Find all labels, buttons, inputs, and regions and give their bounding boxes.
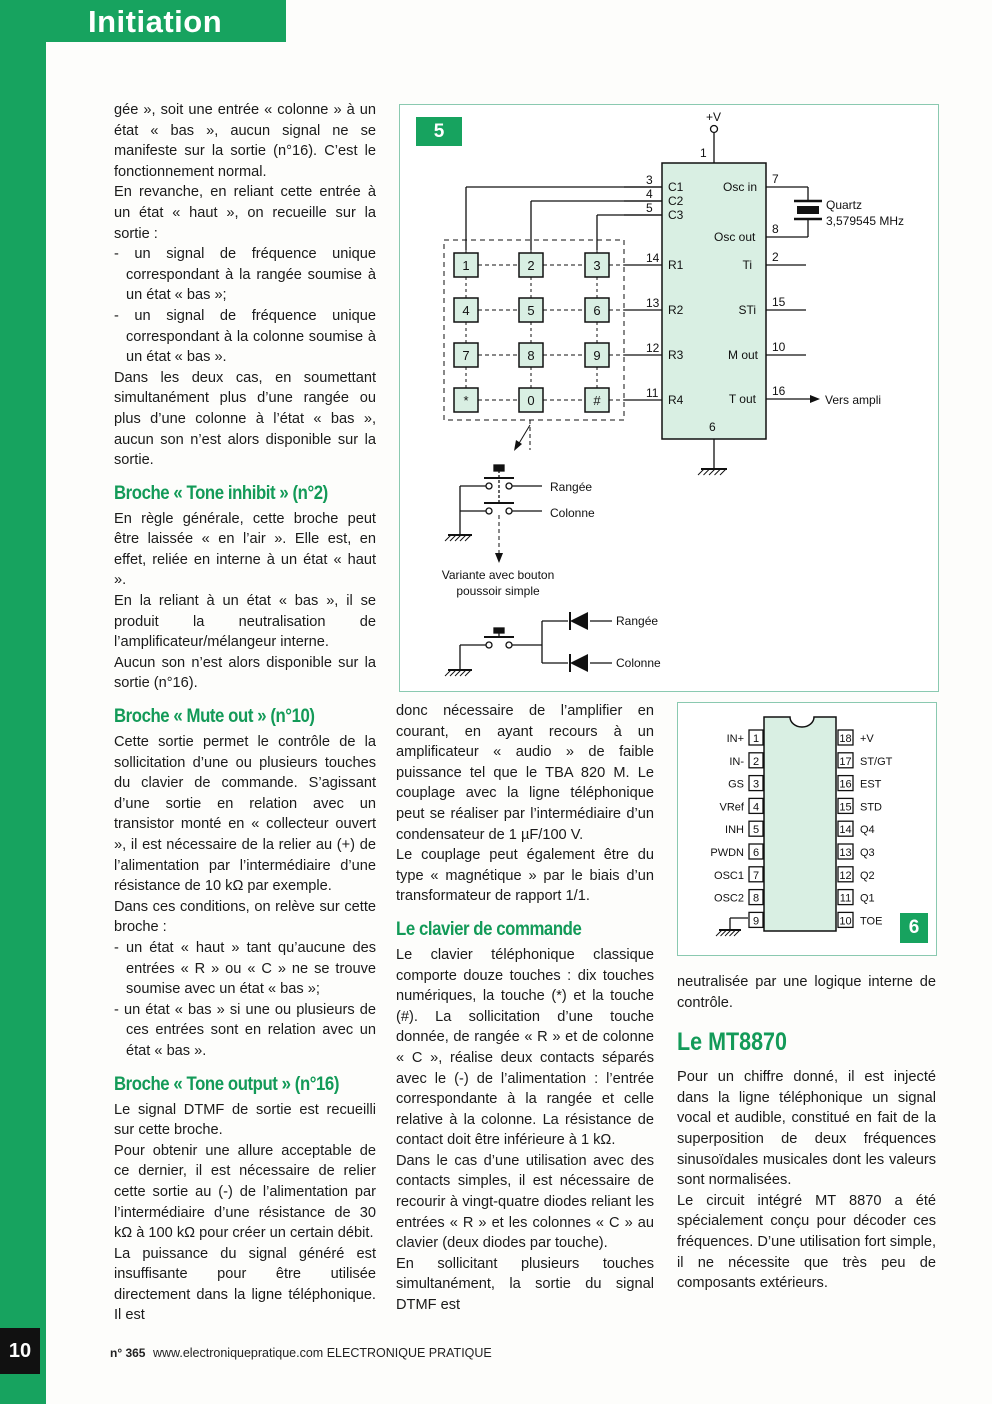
- keypad-key-label: #: [593, 393, 601, 408]
- variant-caption-line1: Variante avec bouton: [441, 568, 555, 582]
- paragraph: Aucun son n’est alors disponible sur la sortie (n°16).: [114, 654, 376, 692]
- figure-badge: 6: [900, 913, 928, 943]
- paragraph: Cette sortie permet le contrôle de la sollicitation d’une ou plusieurs touches du clavier de commande. S’agissant d’une sortie en relation avec un transistor monté en « collecteur ouvert », il est nécessaire de la relier au (+) de l’alimentation par l’intermédiaire d’une résistance de 10 kΩ par exemple.: [114, 734, 376, 895]
- pin-number: 9: [752, 915, 760, 928]
- pin-name: +V: [860, 733, 874, 745]
- section-heading-tone-inhibit: Broche « Tone inhibit » (n°2): [114, 481, 328, 504]
- text-column-2: [396, 701, 654, 1316]
- pin-number: 10: [772, 340, 786, 354]
- paragraph: donc nécessaire de l’amplifier en courant, en ayant recours à un amplificateur « audio » de faible puissance tel que le TBA 820 M. Le couplage avec la ligne téléphonique peut se réaliser par l’intermédiaire d’un condensateur de 1 µF/100 V.: [396, 703, 654, 843]
- paragraph: Dans les deux cas, en soumettant simultanément plus d’une rangée ou plus d’une colonne à l’état « bas », aucun son n’est alors disponible sur la sortie.: [114, 369, 376, 469]
- pin-number: 2: [772, 250, 779, 264]
- footer-url[interactable]: www.electroniquepratique.com: [152, 1346, 324, 1360]
- footer-magazine: ELECTRONIQUE PRATIQUE: [326, 1346, 492, 1360]
- pin-number: 3: [646, 173, 653, 187]
- keypad-key-label: 2: [527, 258, 535, 273]
- keypad-key-label: 4: [462, 303, 470, 318]
- ic-left-pins: [710, 730, 763, 927]
- pin-number: 1: [752, 733, 760, 745]
- pin-number: 16: [839, 778, 852, 791]
- pin-number: 2: [752, 755, 760, 768]
- list-item: - un état « bas » si une ou plusieurs de ces entrées sont en relation avec un état « bas ».: [114, 1001, 376, 1059]
- pin-number: 12: [646, 341, 660, 355]
- ic-right-pins: [838, 730, 893, 927]
- figure-6-mt8870-pinout: [677, 702, 937, 956]
- schematic-drawing: [400, 105, 938, 691]
- pin-number: 11: [839, 892, 852, 905]
- paragraph: En règle générale, cette broche peut être laissée « en l’air ». Elle est, en effet, reliée en interne à un état « haut ».: [114, 510, 376, 589]
- pin-name: TOE: [860, 915, 883, 928]
- pin-number: 16: [772, 384, 786, 398]
- pin-name: GS: [728, 778, 744, 791]
- keypad-key-label: 8: [527, 348, 535, 363]
- chip-pin-label: C1: [668, 180, 684, 194]
- chip-pin-label: R4: [668, 393, 684, 407]
- pin-number: 6: [709, 420, 716, 434]
- keypad-key-label: 6: [593, 303, 601, 318]
- pin-number: 4: [646, 187, 653, 201]
- paragraph: Pour obtenir une allure acceptable de ce dernier, il est nécessaire de relier cette sortie au (-) de l’alimentation par l’intermédiaire d’une résistance de 30 kΩ à 100 kΩ pour créer un certain débit.: [114, 1142, 376, 1242]
- pin-number: 14: [839, 824, 852, 837]
- list-item: - un signal de fréquence unique correspondant à la colonne soumise à un état « bas ».: [114, 307, 376, 366]
- ground-symbol: [445, 670, 472, 676]
- text-column-1: [114, 100, 376, 1326]
- pin-name: PWDN: [710, 847, 744, 859]
- section-heading-clavier: Le clavier de commande: [396, 917, 582, 940]
- text-column-3: [677, 972, 936, 1294]
- paragraph: Le clavier téléphonique classique comporte douze touches : dix touches numériques, la touche (*) et la touche (#). La sollicitation d’une touche donnée, de rangée « R » et de colonne « C », réalise deux contacts séparés avec le (-) de l’alimentation : l’entrée correspondante à la rangée et celle relative à la colonne. La résistance de contact doit être inférieure à 1 kΩ.: [396, 946, 654, 1149]
- osc-in-label: Osc in: [723, 180, 758, 194]
- pin-name: ST/GT: [860, 755, 893, 768]
- pin-name: INH: [725, 824, 744, 837]
- pin-number: 8: [752, 892, 760, 905]
- pin-number: 18: [839, 733, 852, 745]
- pin-number: 3: [752, 778, 760, 791]
- chip-pin-label: Ti: [742, 258, 752, 272]
- issue-number: n° 365: [110, 1346, 146, 1360]
- diode-symbol: [570, 654, 588, 672]
- chip-pin-label: R3: [668, 348, 684, 362]
- pin-name: STD: [860, 801, 882, 814]
- keypad-key-label: 7: [462, 348, 470, 363]
- pin-name: EST: [860, 778, 882, 791]
- pin-number: 13: [839, 847, 852, 859]
- chip-pin-label: R2: [668, 303, 684, 317]
- chip-pin-label: M out: [727, 348, 758, 362]
- paragraph: gée », soit une entrée « colonne » à un état « bas », aucun signal ne se manifeste sur la sortie (n°16). C’est le fonctionnement normal.: [114, 102, 376, 180]
- list-item: - un signal de fréquence unique correspondant à la rangée soumise à un état « bas »;: [114, 246, 376, 304]
- quartz-label: Quartz: [826, 198, 863, 212]
- pin-number: 17: [839, 755, 852, 768]
- chip-pin-label: T out: [728, 392, 756, 406]
- output-label: Vers ampli: [825, 393, 882, 407]
- pin-name: IN-: [729, 755, 744, 768]
- keypad-key-label: *: [463, 393, 469, 408]
- pin-name: IN+: [726, 733, 744, 745]
- row-diode-label: Rangée: [616, 614, 659, 628]
- paragraph: Dans ces conditions, on relève sur cette broche :: [114, 898, 376, 936]
- variant-caption-line2: poussoir simple: [456, 584, 540, 598]
- paragraph: Le couplage peut également être du type « magnétique » par le biais d’un transformateur de rapport 1/1.: [396, 847, 654, 905]
- keypad-key-label: 9: [593, 348, 601, 363]
- pin-name: Q3: [860, 847, 875, 859]
- keypad-key-label: 1: [462, 258, 470, 273]
- pin-name: OSC2: [714, 892, 744, 905]
- pin-number: 8: [772, 222, 779, 236]
- chip-pin-label: R1: [668, 258, 684, 272]
- pin-number: 15: [839, 801, 852, 814]
- chip-pin-label: C2: [668, 194, 684, 208]
- paragraph: Dans le cas d’une utilisation avec des contacts simples, il est nécessaire de recourir à vingt-quatre diodes reliant les entrées « R » et les colonnes « C » au clavier (deux diodes par touche).: [396, 1152, 654, 1252]
- paragraph: La puissance du signal généré est insuffisante pour être utilisée directement dans la ligne téléphonique. Il est: [114, 1245, 376, 1324]
- supply-label: +V: [706, 110, 722, 124]
- pin-name: Q1: [860, 892, 875, 905]
- paragraph: En sollicitant plusieurs touches simultanément, la sortie du signal DTMF est: [396, 1255, 654, 1314]
- quartz-crystal: [794, 187, 822, 237]
- pin-number: 13: [646, 296, 660, 310]
- ic-body: [764, 717, 836, 931]
- pin-name: Q2: [860, 869, 875, 882]
- diode-symbol: [570, 612, 588, 630]
- pin-number: 5: [646, 201, 653, 215]
- pin-number: 4: [752, 801, 760, 814]
- paragraph: Pour un chiffre donné, il est injecté dans la ligne téléphonique un signal vocal et audible, constitué en fait de la superposition de deux fréquences sinusoïdales musicales dont les valeurs sont normalisées.: [677, 1069, 936, 1189]
- figure-5-schematic: [399, 104, 939, 692]
- keypad: [454, 187, 662, 412]
- chip-pin-label: C3: [668, 208, 684, 222]
- paragraph: neutralisée par une logique interne de contrôle.: [677, 974, 936, 1011]
- ground-symbol: [698, 469, 727, 475]
- list-item: - un état « haut » tant qu’aucune des entrées « R » ou « C » ne se trouve soumise avec un état « bas »;: [114, 939, 376, 998]
- column-diode-label: Colonne: [616, 656, 661, 670]
- single-switch-with-diodes: [460, 621, 612, 670]
- pin-number: 7: [752, 869, 760, 882]
- paragraph: Le circuit intégré MT 8870 a été spécialement conçu pour décoder ces fréquences. D’une utilisation fort simple, il ne nécessite que très peu de composants extérieurs.: [677, 1192, 936, 1292]
- pin-number: 11: [646, 386, 659, 400]
- pin-name: OSC1: [714, 869, 744, 882]
- pin-number: 5: [752, 824, 760, 837]
- footer: [110, 1346, 492, 1360]
- left-margin-bar: [0, 0, 46, 1404]
- pin-number: 14: [646, 251, 660, 265]
- ground-symbol: [716, 930, 741, 936]
- paragraph: En la reliant à un état « bas », il se produit la neutralisation de l’amplificateur/mélangeur interne.: [114, 593, 376, 651]
- pin-number: 7: [772, 172, 779, 186]
- double-contact-switch: [460, 465, 542, 557]
- section-heading-mute-out: Broche « Mute out » (n°10): [114, 705, 315, 728]
- pin-number: 10: [839, 915, 852, 928]
- pin-number: 6: [752, 847, 760, 859]
- pinout-drawing: [678, 703, 936, 955]
- page-number: 10: [0, 1328, 40, 1374]
- keypad-key-label: 0: [527, 393, 535, 408]
- section-header: Initiation: [0, 0, 286, 42]
- pin-number: 15: [772, 295, 786, 309]
- chip-pin-label: STi: [738, 303, 756, 317]
- column-contact-label: Colonne: [550, 506, 595, 520]
- pin-number: 12: [839, 869, 852, 882]
- ground-symbol: [445, 535, 472, 541]
- keypad-key-label: 5: [527, 303, 535, 318]
- paragraph: En revanche, en reliant cette entrée à un état « haut », on recueille sur la sortie :: [114, 184, 376, 242]
- pin-name: Q4: [860, 824, 875, 837]
- pin-name: VRef: [719, 801, 744, 814]
- paragraph: Le signal DTMF de sortie est recueilli sur cette broche.: [114, 1101, 376, 1139]
- osc-out-label: Osc out: [714, 230, 756, 244]
- figure-badge: 5: [416, 117, 462, 146]
- keypad-key-label: 3: [593, 258, 601, 273]
- section-heading-tone-output: Broche « Tone output » (n°16): [114, 1072, 339, 1095]
- row-contact-label: Rangée: [550, 480, 593, 494]
- section-heading-mt8870: Le MT8870: [677, 1028, 787, 1057]
- quartz-frequency: 3,579545 MHz: [826, 214, 905, 228]
- pin-number: 1: [700, 146, 707, 160]
